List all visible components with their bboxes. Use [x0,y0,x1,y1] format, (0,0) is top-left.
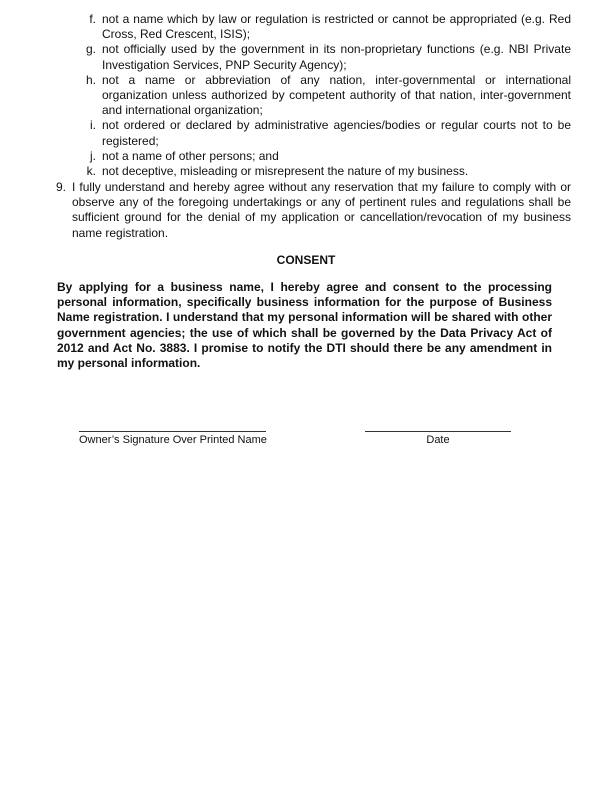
list-marker: 9. [55,180,66,194]
list-marker: k. [86,164,96,179]
list-item [84,164,571,179]
list-item-text: not ordered or declared by administrative agencies/bodies or regular courts not to be registered; [102,118,571,148]
list-item-text: not a name which by law or regulation is restricted or cannot be appropriated (e.g. Red Cross, Red Crescent, ISIS); [102,12,571,42]
list-item-text: not a name or abbreviation of any nation, inter-governmental or international organization unless authorized by competent authority of that nation, inter-government and international organization; [102,72,571,118]
undertaking-item-9 [55,180,571,241]
list-item [84,12,571,42]
list-item-text: not deceptive, misleading or misrepresent the nature of my business. [102,164,469,179]
list-marker: g. [85,42,96,57]
date-line[interactable] [365,431,511,432]
list-item [84,118,571,148]
consent-body: By applying for a business name, I hereby agree and consent to the processing personal information, specifically business information for the purpose of Business Name registration. I understand that my personal information will be shared with other government agencies; the use of which shall be governed by the Data Privacy Act of 2012 and Act No. 3883. I promise to notify the DTI should there be any amendment in my personal information. [57,280,552,371]
list-marker: i. [90,118,96,133]
owner-signature-line[interactable] [79,431,266,432]
undertakings-sublist [84,12,571,179]
list-marker: h. [85,72,96,87]
list-item-text: not officially used by the government in its non-proprietary functions (e.g. NBI Private Investigation Services, PNP Security Agency); [102,42,571,72]
list-item [84,149,571,164]
owner-signature-label: Owner’s Signature Over Printed Name [79,434,267,446]
list-marker: j. [90,148,96,163]
list-item [84,42,571,72]
undertaking-text: I fully understand and hereby agree without any reservation that my failure to comply with or observe any of the foregoing undertakings or any of pertinent rules and regulations shall be sufficient ground for the denial of my application or cancellation/revocation of my business name registration. [72,180,571,240]
list-item-text: not a name of other persons; and [102,148,279,163]
list-item [84,73,571,119]
list-marker: f. [89,12,96,26]
date-label: Date [426,434,450,446]
consent-heading: CONSENT [276,253,336,267]
